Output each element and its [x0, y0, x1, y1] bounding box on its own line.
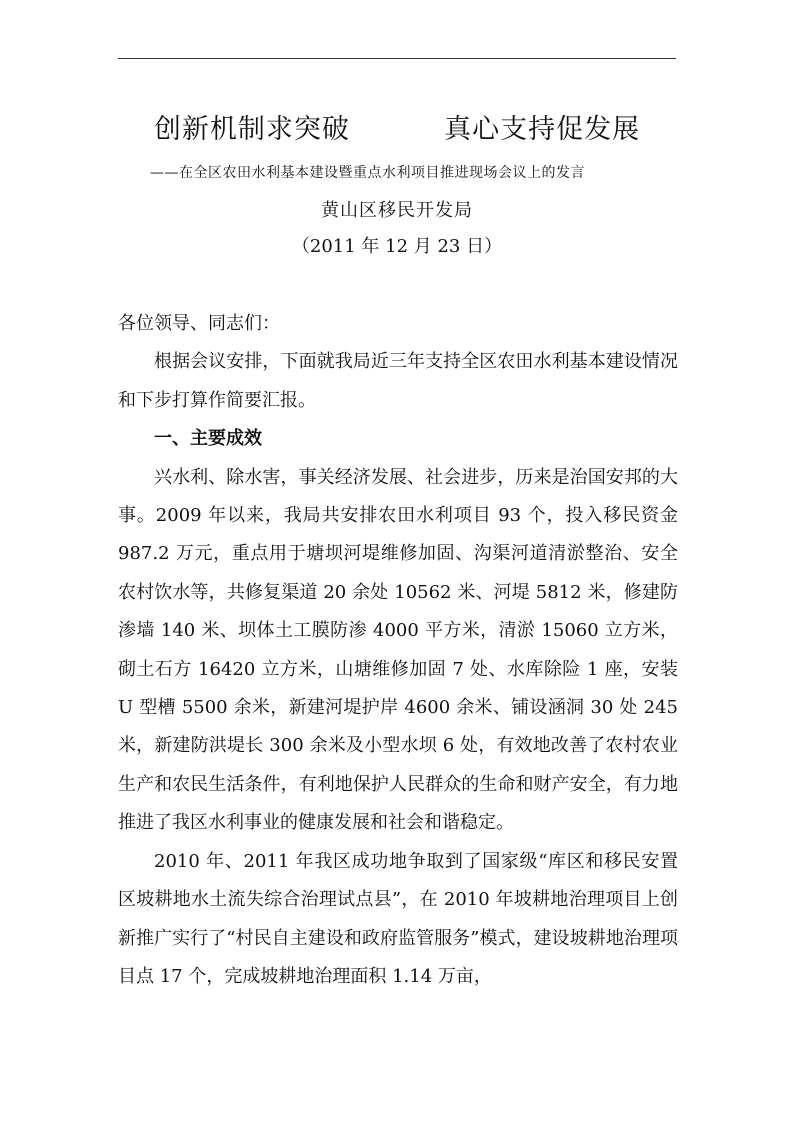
salutation: 各位领导、同志们： [118, 313, 280, 334]
document-title: 创新机制求突破 真心支持促发展 [153, 114, 641, 145]
document-date: （2011 年 12 月 23 日） [291, 236, 503, 257]
document-subtitle: ——在全区农田水利基本建设暨重点水利项目推进现场会议上的发言 [150, 165, 585, 181]
section-paragraph-2: 2010 年、2011 年我区成功地争取到了国家级“库区和移民安置区坡耕地水土流失综合治理试点县”，在 2010 年坡耕地治理项目上创新推广实行了“村民自主建设和政府监管服务”模式，建设坡耕地治理项目点 17 个，完成坡耕地治理面积 1.14 万亩， [118, 850, 678, 987]
header-rule [118, 58, 676, 59]
section-heading: 一、主要成效 [154, 428, 262, 450]
issuing-organization: 黄山区移民开发局 [321, 200, 473, 221]
section-paragraph-1: 兴水利、除水害，事关经济发展、社会进步，历来是治国安邦的大事。2009 年以来，我局共安排农田水利项目 93 个，投入移民资金 987.2 万元，重点用于塘坝河堤维修加固、沟渠河道清淤整治、安全农村饮水等，共修复渠道 20 余处 10562 米、河堤 5812 米，修建防渗墙 140 米、坝体土工膜防渗 4000 平方米，清淤 15060 立方米，砌土石方 16420 立方米，山塘维修加固 7 处、水库除险 1 座，安装 U 型槽 5500 余米，新建河堤护岸 4600 余米、铺设涵洞 30 处 245 米，新建防洪堤长 300 余米及小型水坝 6 处，有效地改善了农村农业生产和农民生活条件，有利地保护人民群众的生命和财产安全，有力地推进了我区水利事业的健康发展和社会和谐稳定。 [118, 466, 678, 834]
document-body [118, 305, 678, 996]
intro-paragraph: 根据会议安排，下面就我局近三年支持全区农田水利基本建设情况和下步打算作简要汇报。 [118, 351, 678, 411]
